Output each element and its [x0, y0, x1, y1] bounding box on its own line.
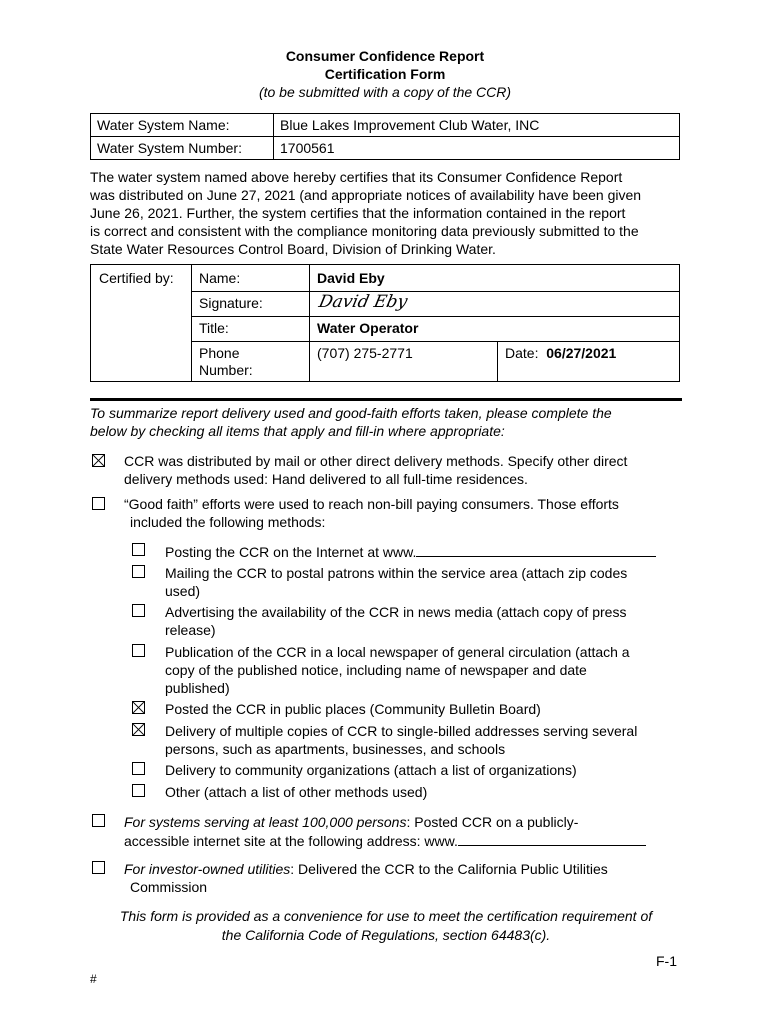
direct-delivery-text: [124, 452, 627, 488]
statement-line: was distributed on June 27, 2021 (and appropriate notices of availability have been given: [90, 187, 642, 203]
large-systems-url-field[interactable]: [458, 831, 646, 846]
hash-mark: #: [90, 972, 97, 986]
section-divider: [90, 398, 682, 401]
item-line: Advertising the availability of the CCR in news media (attach copy of press: [165, 604, 627, 620]
internet-text: [165, 542, 656, 561]
advertising-text: [165, 603, 626, 639]
page-number: F-1: [656, 953, 677, 969]
phone-label-line1: Phone: [199, 345, 240, 361]
multiple-copies-checkbox[interactable]: [132, 723, 145, 736]
large-systems-checkbox[interactable]: [92, 814, 105, 827]
newspaper-checkbox[interactable]: [132, 644, 145, 657]
statement-line: June 26, 2021. Further, the system certifies that the information contained in the report: [90, 205, 626, 221]
water-system-name-value: Blue Lakes Improvement Club Water, INC: [274, 114, 680, 137]
signature-label: Signature:: [199, 295, 263, 311]
item-line: copy of the published notice, including name of newspaper and date: [165, 662, 587, 678]
item-line: : Delivered the CCR to the California Public Utilities: [290, 861, 608, 877]
item-line: Posting the CCR on the Internet at www.: [165, 544, 417, 560]
page-title: Consumer Confidence Report: [285, 48, 485, 64]
public-places-text: Posted the CCR in public places (Community Bulletin Board): [165, 701, 541, 717]
direct-delivery-checkbox[interactable]: [92, 454, 105, 467]
statement-line: State Water Resources Control Board, Division of Drinking Water.: [90, 241, 496, 257]
statement-line: The water system named above hereby certifies that its Consumer Confidence Report: [90, 169, 623, 185]
item-line: delivery methods used: Hand delivered to all full-time residences.: [124, 471, 528, 487]
item-line: accessible internet site at the following address: www.: [124, 833, 458, 849]
investor-owned-checkbox[interactable]: [92, 861, 105, 874]
item-line: release): [165, 622, 216, 638]
water-system-name-label: Water System Name:: [91, 114, 274, 137]
footer-line: This form is provided as a convenience for use to meet the certification requirement of: [119, 908, 653, 924]
certified-by-label: Certified by:: [99, 270, 174, 286]
good-faith-checkbox[interactable]: [92, 497, 105, 510]
name-label: Name:: [199, 270, 241, 286]
mailing-text: [165, 564, 627, 600]
mailing-checkbox[interactable]: [132, 565, 145, 578]
internet-checkbox[interactable]: [132, 543, 145, 556]
phone-value: (707) 275-2771: [317, 345, 413, 361]
other-methods-text: Other (attach a list of other methods used): [165, 784, 428, 800]
item-line: Publication of the CCR in a local newspaper of general circulation (attach a: [165, 644, 630, 660]
signature-value: David Eby: [316, 292, 410, 312]
other-methods-checkbox[interactable]: [132, 784, 145, 797]
title-label: Title:: [199, 320, 229, 336]
advertising-checkbox[interactable]: [132, 604, 145, 617]
footer-line: the California Code of Regulations, section 64483(c).: [221, 927, 551, 943]
page-title-line2: Certification Form: [324, 66, 446, 82]
public-places-checkbox[interactable]: [132, 701, 145, 714]
instructions-line: To summarize report delivery used and good-faith efforts taken, please complete the: [90, 405, 612, 421]
item-line: Commission: [130, 879, 208, 895]
instructions: [90, 404, 682, 440]
certification-statement: [90, 168, 682, 258]
footer-note: [90, 907, 682, 945]
item-lead: For systems serving at least 100,000 persons: [124, 814, 407, 830]
item-line: used): [165, 583, 201, 599]
community-orgs-checkbox[interactable]: [132, 762, 145, 775]
internet-url-field[interactable]: [416, 542, 656, 557]
large-systems-text: [124, 813, 646, 850]
item-line: Mailing the CCR to postal patrons within the service area (attach zip codes: [165, 565, 628, 581]
phone-label-line2: Number:: [199, 362, 253, 378]
phone-label: [199, 345, 253, 379]
page-subtitle: (to be submitted with a copy of the CCR): [258, 84, 512, 100]
instructions-line: below by checking all items that apply and fill-in where appropriate:: [90, 423, 505, 439]
community-orgs-text: Delivery to community organizations (attach a list of organizations): [165, 762, 577, 778]
good-faith-text: [124, 495, 619, 531]
item-line: included the following methods:: [130, 514, 326, 530]
date-field: [505, 345, 616, 362]
date-value: 06/27/2021: [546, 345, 617, 361]
date-label: Date:: [505, 345, 539, 361]
item-line: CCR was distributed by mail or other direct delivery methods. Specify other direct: [124, 453, 628, 469]
item-line: “Good faith” efforts were used to reach non-bill paying consumers. Those efforts: [124, 496, 619, 512]
title-value: Water Operator: [317, 320, 419, 336]
item-line: published): [165, 680, 230, 696]
item-line: persons, such as apartments, businesses, and schools: [165, 741, 506, 757]
item-line: Delivery of multiple copies of CCR to single-billed addresses serving several: [165, 723, 638, 739]
water-system-table: [90, 113, 680, 160]
certified-by-table: [90, 264, 680, 382]
multiple-copies-text: [165, 722, 637, 758]
item-lead: For investor-owned utilities: [124, 861, 291, 877]
water-system-number-value: 1700561: [274, 137, 680, 160]
water-system-number-label: Water System Number:: [91, 137, 274, 160]
investor-owned-text: [124, 860, 608, 896]
name-value: David Eby: [317, 270, 385, 286]
item-line: : Posted CCR on a publicly-: [406, 814, 579, 830]
statement-line: is correct and consistent with the compliance monitoring data previously submitted to the: [90, 223, 639, 239]
newspaper-text: [165, 643, 630, 697]
